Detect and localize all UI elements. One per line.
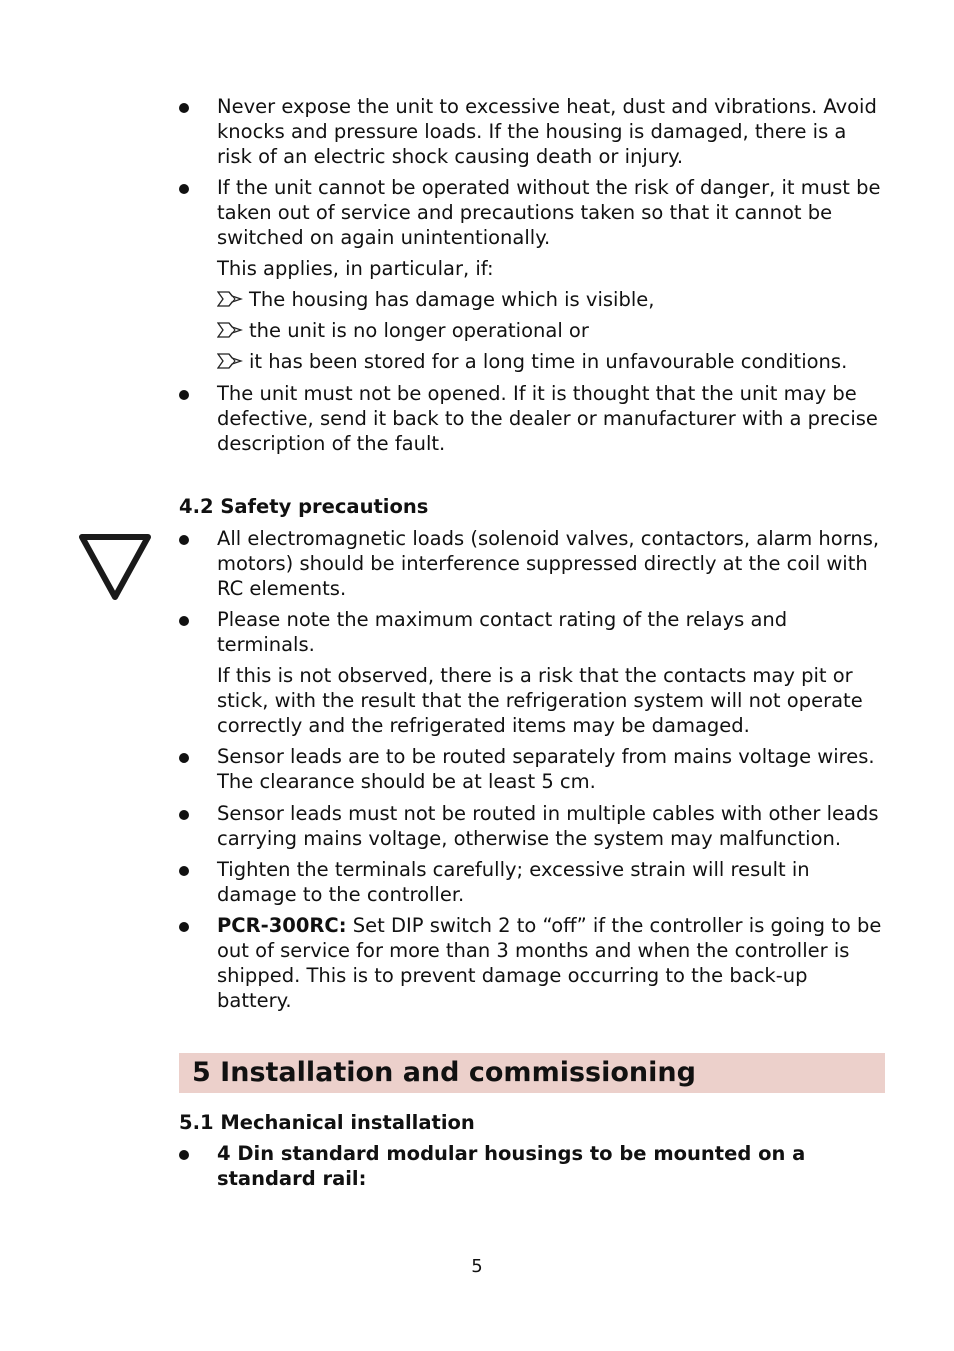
bullet-icon — [179, 390, 189, 400]
list-item-text: Sensor leads must not be routed in multiple cables with other leads carrying mains voltage, otherwise the system may malfunction. — [217, 802, 879, 850]
hand-pointer-icon — [217, 351, 243, 371]
list-note: This applies, in particular, if: — [217, 257, 494, 280]
condition-item — [179, 318, 885, 343]
section-heading: 5.1 Mechanical installation — [179, 1111, 475, 1134]
list-item — [179, 801, 885, 851]
list-item — [179, 857, 885, 907]
chapter-title: 5 Installation and commissioning — [192, 1057, 696, 1088]
section-heading: 4.2 Safety precautions — [179, 495, 429, 518]
bullet-icon — [179, 184, 189, 194]
bullet-icon — [179, 753, 189, 763]
list-item-text: If the unit cannot be operated without the risk of danger, it must be taken out of service and precautions taken so that it cannot be switched on again unintentionally. — [217, 176, 881, 249]
list-item-text: The unit must not be opened. If it is thought that the unit may be defective, send it back to the dealer or manufacturer with a precise description of the fault. — [217, 382, 878, 455]
model-label: PCR-300RC: — [217, 914, 347, 937]
list-note: If this is not observed, there is a risk that the contacts may pit or stick, with the result that the refrigeration system will not operate correctly and the refrigerated items may be damaged. — [217, 664, 863, 737]
list-item — [179, 526, 885, 601]
list-item-text: 4 Din standard modular housings to be mounted on a standard rail: — [217, 1142, 806, 1190]
chapter-banner — [179, 1053, 885, 1093]
list-item-text: Tighten the terminals carefully; excessive strain will result in damage to the controller. — [217, 858, 810, 906]
list-item — [179, 744, 885, 794]
condition-text: the unit is no longer operational or — [249, 319, 589, 342]
hand-pointer-icon — [217, 320, 243, 340]
list-item — [179, 381, 885, 456]
bullet-icon — [179, 1150, 189, 1160]
bullet-icon — [179, 922, 189, 932]
bullet-icon — [179, 535, 189, 545]
list-item-text: Set DIP switch 2 to “off” if the controller is going to be out of service for more than 3 months and when the controller is shipped. This is to prevent damage occurring to the back-up battery. — [217, 914, 882, 1012]
list-item-text: Sensor leads are to be routed separately from mains voltage wires. The clearance should be at least 5 cm. — [217, 745, 875, 793]
list-item-text: All electromagnetic loads (solenoid valves, contactors, alarm horns, motors) should be interference suppressed directly at the coil with RC elements. — [217, 527, 880, 600]
bullet-icon — [179, 866, 189, 876]
condition-text: it has been stored for a long time in unfavourable conditions. — [249, 350, 848, 373]
list-item — [179, 913, 885, 1013]
bullet-icon — [179, 103, 189, 113]
page-number: 5 — [471, 1256, 483, 1277]
condition-item — [179, 349, 885, 374]
condition-text: The housing has damage which is visible, — [249, 288, 655, 311]
list-item — [179, 175, 885, 250]
list-item-text: Never expose the unit to excessive heat, dust and vibrations. Avoid knocks and pressure loads. If the housing is damaged, there is a risk of an electric shock causing death or injury. — [217, 95, 877, 168]
list-item-text: Please note the maximum contact rating of the relays and terminals. — [217, 608, 788, 656]
list-item — [179, 607, 885, 657]
list-item — [179, 1141, 885, 1191]
warning-triangle-icon — [77, 532, 153, 602]
hand-pointer-icon — [217, 289, 243, 309]
section-safety-precautions — [179, 494, 885, 1013]
intro-list — [179, 94, 885, 456]
condition-item — [179, 287, 885, 312]
section-mechanical-installation — [179, 1110, 885, 1191]
bullet-icon — [179, 616, 189, 626]
bullet-icon — [179, 810, 189, 820]
list-item — [179, 94, 885, 169]
